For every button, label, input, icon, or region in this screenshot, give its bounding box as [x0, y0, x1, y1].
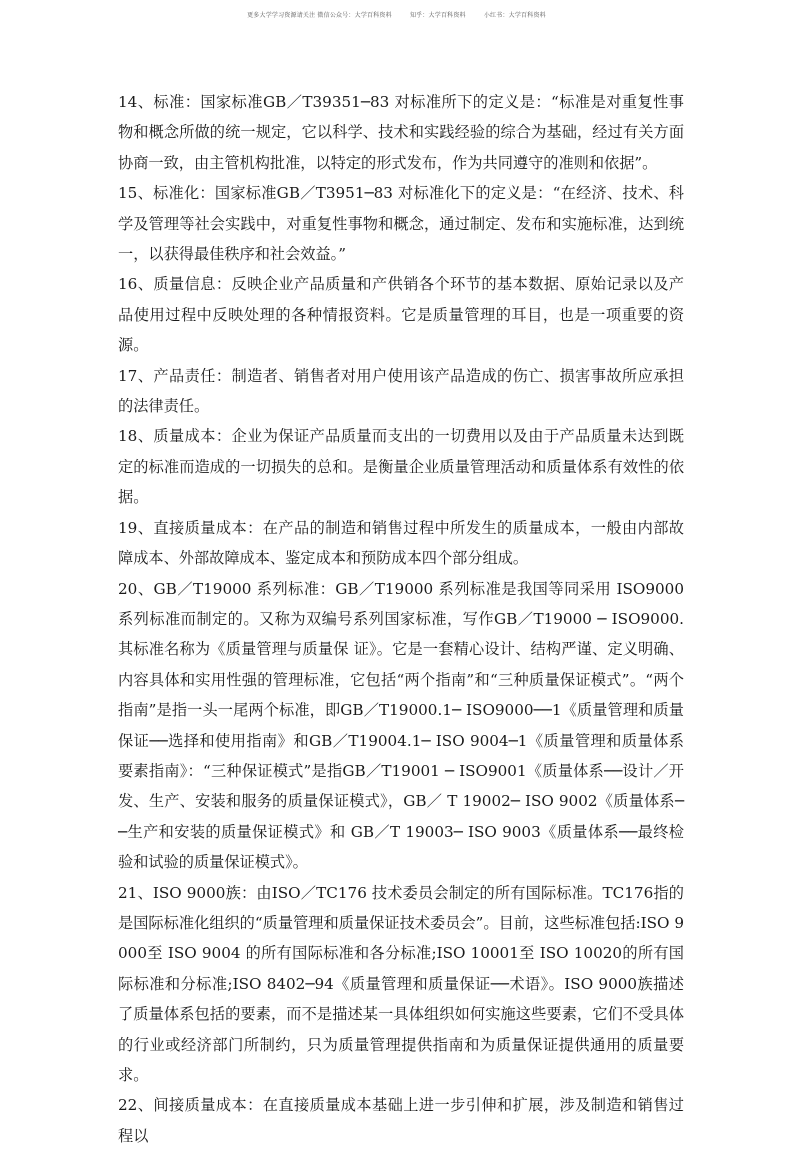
paragraph-14-standard: 14、标准：国家标准GB／T39351─83 对标准所下的定义是：“标准是对重复性事物和概念所做的统一规定，它以科学、技术和实践经验的综合为基础，经过有关方面协商一致，由主管机构批准，以特定的形式发布，作为共同遵守的准则和依据”。: [118, 93, 684, 172]
paragraph-17-product-liability: 17、产品责任：制造者、销售者对用户使用该产品造成的伤亡、损害事故所应承担的法律责任。: [118, 366, 684, 416]
header-zhihu-note: 知乎：大学百科资料: [409, 12, 466, 19]
paragraph-21-iso9000-family: 21、ISO 9000族：由ISO／TC176 技术委员会制定的所有国际标准。TC176指的是国际标准化组织的“质量管理和质量保证技术委员会”。目前，这些标准包括:ISO 9000至 ISO 9004 的所有国际标准和各分标准;ISO 10001至 ISO 10020的所有国际标准和分标准;ISO 8402─94《质量管理和质量保证──术语》。ISO 9000族描述了质量体系包括的要素，而不是描述某一具体组织如何实施这些要素，它们不受具体的行业或经济部门所制约，只为质量管理提供指南和为质量保证提供通用的质量要求。: [118, 883, 684, 1084]
paragraph-20-gb-t19000: 20、GB／T19000 系列标准：GB／T19000 系列标准是我国等同采用 ISO9000系列标准而制定的。又称为双编号系列国家标准，写作GB／T19000 ─ ISO9000.其标准名称为《质量管理与质量保 证》。它是一套精心设计、结构严谨、定义明确、内容具体和实用性强的管理标准，它包括“两个指南”和“三种质量保证模式”。“两个指南”是指一头一尾两个标准，即GB／T19000.1─ ISO9000──1《质量管理和质量保证──选择和使用指南》和GB／T19004.1─ ISO 9004─1《质量管理和质量体系要素指南》：“三种保证模式”是指GB／T19001 ─ ISO9001《质量体系──设计／开发、生产、安装和服务的质量保证模式》，GB／ T 19002─ ISO 9002《质量体系──生产和安装的质量保证模式》和 GB／T 19003─ ISO 9003《质量体系──最终检验和试验的质量保证模式》。: [118, 579, 684, 872]
header-xiaohongshu-note: 小红书：大学百科资料: [483, 12, 546, 19]
paragraph-19-direct-quality-cost: 19、直接质量成本：在产品的制造和销售过程中所发生的质量成本，一般由内部故障成本、外部故障成本、鉴定成本和预防成本四个部分组成。: [118, 518, 684, 568]
paragraph-18-quality-cost: 18、质量成本：企业为保证产品质量而支出的一切费用以及由于产品质量未达到既定的标准而造成的一切损失的总和。是衡量企业质量管理活动和质量体系有效性的依据。: [118, 427, 684, 507]
paragraph-16-quality-information: 16、质量信息：反映企业产品质量和产供销各个环节的基本数据、原始记录以及产品使用过程中反映处理的各种情报资料。它是质量管理的耳目，也是一项重要的资源。: [118, 275, 684, 355]
document-body: [118, 87, 684, 1151]
paragraph-15-standardization: 15、标准化：国家标准GB／T3951─83 对标准化下的定义是：“在经济、技术、科学及管理等社会实践中，对重复性事物和概念，通过制定、发布和实施标准，达到统一，以获得最佳秩序和社会效益。”: [118, 184, 684, 264]
page-header: [0, 10, 793, 19]
header-wechat-note: 更多大学学习资源请关注 微信公众号：大学百科资料: [247, 12, 392, 19]
paragraph-22-indirect-quality-cost: 22、间接质量成本：在直接质量成本基础上进一步引伸和扩展，涉及制造和销售过程以: [118, 1096, 684, 1145]
